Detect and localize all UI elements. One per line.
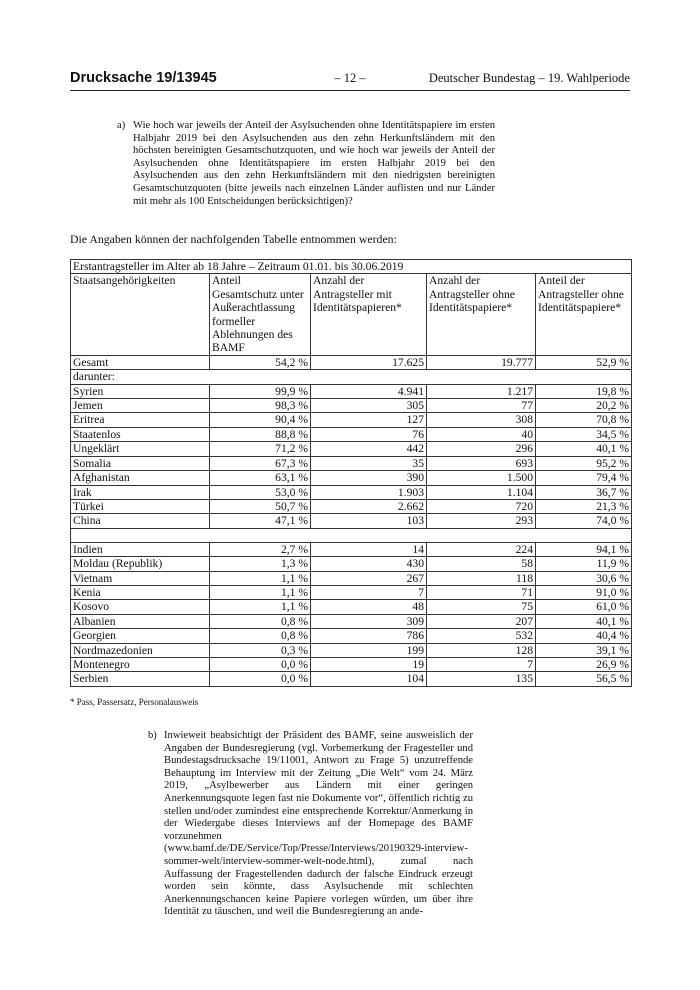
table-separator-row <box>71 528 632 542</box>
country-cell: Nordmazedonien <box>71 643 210 657</box>
table-row <box>71 614 632 628</box>
country-cell: Serbien <box>71 672 210 686</box>
value-cell: 0,8 % <box>210 614 311 628</box>
value-cell: 47,1 % <box>210 514 311 528</box>
table-row <box>71 413 632 427</box>
table-row <box>71 542 632 556</box>
table-row <box>71 399 632 413</box>
value-cell: 71,2 % <box>210 442 311 456</box>
value-cell: 98,3 % <box>210 399 311 413</box>
value-cell: 40,1 % <box>536 614 632 628</box>
page-number: – 12 – <box>334 71 366 85</box>
value-cell: 91,0 % <box>536 585 632 599</box>
darunter-label: darunter: <box>71 370 632 384</box>
table-row-darunter <box>71 370 632 384</box>
question-b-label: b) <box>148 730 157 741</box>
value-cell: 104 <box>311 672 427 686</box>
country-cell: Georgien <box>71 629 210 643</box>
col-header-share-without-papers: Anteil der Antragsteller ohne Identitätspapiere* <box>536 274 632 355</box>
doc-prefix: Drucksache 19/ <box>70 70 177 86</box>
value-cell: 1,1 % <box>210 571 311 585</box>
value-cell: 63,1 % <box>210 471 311 485</box>
value-cell: 95,2 % <box>536 456 632 470</box>
parliament-label: Deutscher Bundestag – 19. Wahlperiode <box>428 71 630 85</box>
table-row-total <box>71 355 632 369</box>
value-cell: 21,3 % <box>536 499 632 513</box>
value-cell: 532 <box>427 629 536 643</box>
value-cell: 35 <box>311 456 427 470</box>
question-b <box>148 730 473 919</box>
country-cell: Syrien <box>71 384 210 398</box>
table-row <box>71 643 632 657</box>
country-cell: Kosovo <box>71 600 210 614</box>
value-cell: 74,0 % <box>536 514 632 528</box>
country-cell: Somalia <box>71 456 210 470</box>
empty-cell <box>71 528 632 542</box>
value-cell: 75 <box>427 600 536 614</box>
value-cell: 30,6 % <box>536 571 632 585</box>
col-header-without-papers: Anzahl der Antragsteller ohne Identitätspapiere* <box>427 274 536 355</box>
value-cell: 224 <box>427 542 536 556</box>
header-rule <box>70 90 630 91</box>
country-cell: Jemen <box>71 399 210 413</box>
intro-text: Die Angaben können der nachfolgenden Tabelle entnommen werden: <box>70 232 397 246</box>
value-cell: 14 <box>311 542 427 556</box>
col-header-country: Staatsangehörigkeiten <box>71 274 210 355</box>
value-cell: 67,3 % <box>210 456 311 470</box>
value-cell: 53,0 % <box>210 485 311 499</box>
value-cell: 118 <box>427 571 536 585</box>
table-row <box>71 585 632 599</box>
value-cell: 19,8 % <box>536 384 632 398</box>
value-cell: 293 <box>427 514 536 528</box>
value-cell: 40,1 % <box>536 442 632 456</box>
table-row <box>71 499 632 513</box>
value-cell: 0,0 % <box>210 672 311 686</box>
table-footnote: * Pass, Passersatz, Personalausweis <box>70 697 199 707</box>
country-cell: Moldau (Republik) <box>71 557 210 571</box>
country-cell: China <box>71 514 210 528</box>
country-cell: Türkei <box>71 499 210 513</box>
value-cell: 11,9 % <box>536 557 632 571</box>
country-cell: Staatenlos <box>71 427 210 441</box>
table-row <box>71 629 632 643</box>
value-cell: 1,3 % <box>210 557 311 571</box>
value-cell: 40 <box>427 427 536 441</box>
value-cell: 127 <box>311 413 427 427</box>
value-cell: 50,7 % <box>210 499 311 513</box>
value-cell: 79,4 % <box>536 471 632 485</box>
value-cell: 71 <box>427 585 536 599</box>
col-header-with-papers: Anzahl der Antragsteller mit Identitätspapieren* <box>311 274 427 355</box>
value-cell: 48 <box>311 600 427 614</box>
value-cell: 88,8 % <box>210 427 311 441</box>
value-cell: 693 <box>427 456 536 470</box>
value-cell: 786 <box>311 629 427 643</box>
value-cell: 442 <box>311 442 427 456</box>
table-row <box>71 571 632 585</box>
value-cell: 267 <box>311 571 427 585</box>
data-table <box>70 259 632 687</box>
value-cell: 56,5 % <box>536 672 632 686</box>
value-cell: 20,2 % <box>536 399 632 413</box>
value-cell: 70,8 % <box>536 413 632 427</box>
col-header-protection-rate: Anteil Gesamtschutz unter Außerachtlassung formeller Ablehnungen des BAMF <box>210 274 311 355</box>
value-cell: 1.500 <box>427 471 536 485</box>
value-cell: 7 <box>311 585 427 599</box>
value-cell: 309 <box>311 614 427 628</box>
value-cell: 1,1 % <box>210 585 311 599</box>
question-a <box>117 120 495 208</box>
value-cell: 77 <box>427 399 536 413</box>
doc-number: 13945 <box>176 70 217 86</box>
country-cell: Indien <box>71 542 210 556</box>
value-cell: 61,0 % <box>536 600 632 614</box>
value-cell: 308 <box>427 413 536 427</box>
value-cell: 390 <box>311 471 427 485</box>
value-cell: 199 <box>311 643 427 657</box>
table-row <box>71 657 632 671</box>
question-b-text: Inwieweit beabsichtigt der Präsident des BAMF, seine ausweislich der Angaben der Bundesregierung (vgl. Vorbemerkung der Fragesteller und Bundestagsdrucksache 19/11001, Antwort zu Frage 5) unzutreffende Behauptung im Interview mit der Zeitung „Die Welt“ vom 24. März 2019, „Asylbewerber aus Ländern mit einer geringen Anerkennungsquote legen fast nie Dokumente vor“, öffentlich richtig zu stellen und/oder zumindest eine entsprechende Korrektur/Anmerkung in der Wiedergabe dieses Interviews auf der Homepage des BAMF vorzunehmen (www.bamf.de/DE/Service/Top/Presse/Interviews/20190329-interview-sommer-welt/interview-sommer-welt-node.html), zumal nach Auffassung der Fragestellenden dadurch der falsche Eindruck erzeugt worden sein könnte, dass Asylsuchende mit schlechten Anerkennungschancen keine Papiere vorlegen würden, um über ihre Identität zu täuschen, und weil die Bundesregierung an ande- <box>164 730 473 918</box>
value-cell: 7 <box>427 657 536 671</box>
table-row <box>71 471 632 485</box>
value-cell: 0,0 % <box>210 657 311 671</box>
table-title: Erstantragsteller im Alter ab 18 Jahre – Zeitraum 01.01. bis 30.06.2019 <box>71 260 632 274</box>
country-cell: Albanien <box>71 614 210 628</box>
table-row <box>71 442 632 456</box>
page-header <box>70 70 630 88</box>
value-cell: 58 <box>427 557 536 571</box>
table-row <box>71 485 632 499</box>
value-cell: 2.662 <box>311 499 427 513</box>
cell: 19.777 <box>427 355 536 369</box>
table-row <box>71 427 632 441</box>
value-cell: 76 <box>311 427 427 441</box>
value-cell: 103 <box>311 514 427 528</box>
cell: Gesamt <box>71 355 210 369</box>
value-cell: 207 <box>427 614 536 628</box>
value-cell: 1.104 <box>427 485 536 499</box>
value-cell: 19 <box>311 657 427 671</box>
value-cell: 128 <box>427 643 536 657</box>
value-cell: 40,4 % <box>536 629 632 643</box>
country-cell: Afghanistan <box>71 471 210 485</box>
value-cell: 26,9 % <box>536 657 632 671</box>
value-cell: 0,3 % <box>210 643 311 657</box>
value-cell: 34,5 % <box>536 427 632 441</box>
value-cell: 296 <box>427 442 536 456</box>
value-cell: 305 <box>311 399 427 413</box>
value-cell: 1.217 <box>427 384 536 398</box>
country-cell: Ungeklärt <box>71 442 210 456</box>
table-row <box>71 600 632 614</box>
value-cell: 2,7 % <box>210 542 311 556</box>
value-cell: 430 <box>311 557 427 571</box>
cell: 17.625 <box>311 355 427 369</box>
cell: 54,2 % <box>210 355 311 369</box>
table-row <box>71 456 632 470</box>
value-cell: 1.903 <box>311 485 427 499</box>
value-cell: 36,7 % <box>536 485 632 499</box>
value-cell: 94,1 % <box>536 542 632 556</box>
table-header-row <box>71 274 632 355</box>
value-cell: 0,8 % <box>210 629 311 643</box>
value-cell: 1,1 % <box>210 600 311 614</box>
value-cell: 99,9 % <box>210 384 311 398</box>
table-row <box>71 384 632 398</box>
table-row <box>71 672 632 686</box>
cell: 52,9 % <box>536 355 632 369</box>
value-cell: 720 <box>427 499 536 513</box>
value-cell: 90,4 % <box>210 413 311 427</box>
country-cell: Kenia <box>71 585 210 599</box>
value-cell: 4.941 <box>311 384 427 398</box>
value-cell: 39,1 % <box>536 643 632 657</box>
country-cell: Montenegro <box>71 657 210 671</box>
question-a-text: Wie hoch war jeweils der Anteil der Asylsuchenden ohne Identitätspapiere im ersten Halbjahr 2019 bei den Asylsuchenden aus den zehn Herkunftsländern mit den höchsten bereinigten Gesamtschutzquoten, und wie hoch war jeweils der Anteil der Asylsuchenden ohne Identitätspapiere im ersten Halbjahr 2019 bei den Asylsuchenden aus den zehn Herkunftsländern mit den niedrigsten bereinigten Gesamtschutzquoten (bitte jeweils nach einzelnen Länder auflisten und nur Länder mit mehr als 100 Entscheidungen berücksichtigen)? <box>133 120 495 207</box>
table-row <box>71 514 632 528</box>
question-a-label: a) <box>117 120 126 131</box>
country-cell: Irak <box>71 485 210 499</box>
country-cell: Vietnam <box>71 571 210 585</box>
table-row <box>71 557 632 571</box>
value-cell: 135 <box>427 672 536 686</box>
country-cell: Eritrea <box>71 413 210 427</box>
